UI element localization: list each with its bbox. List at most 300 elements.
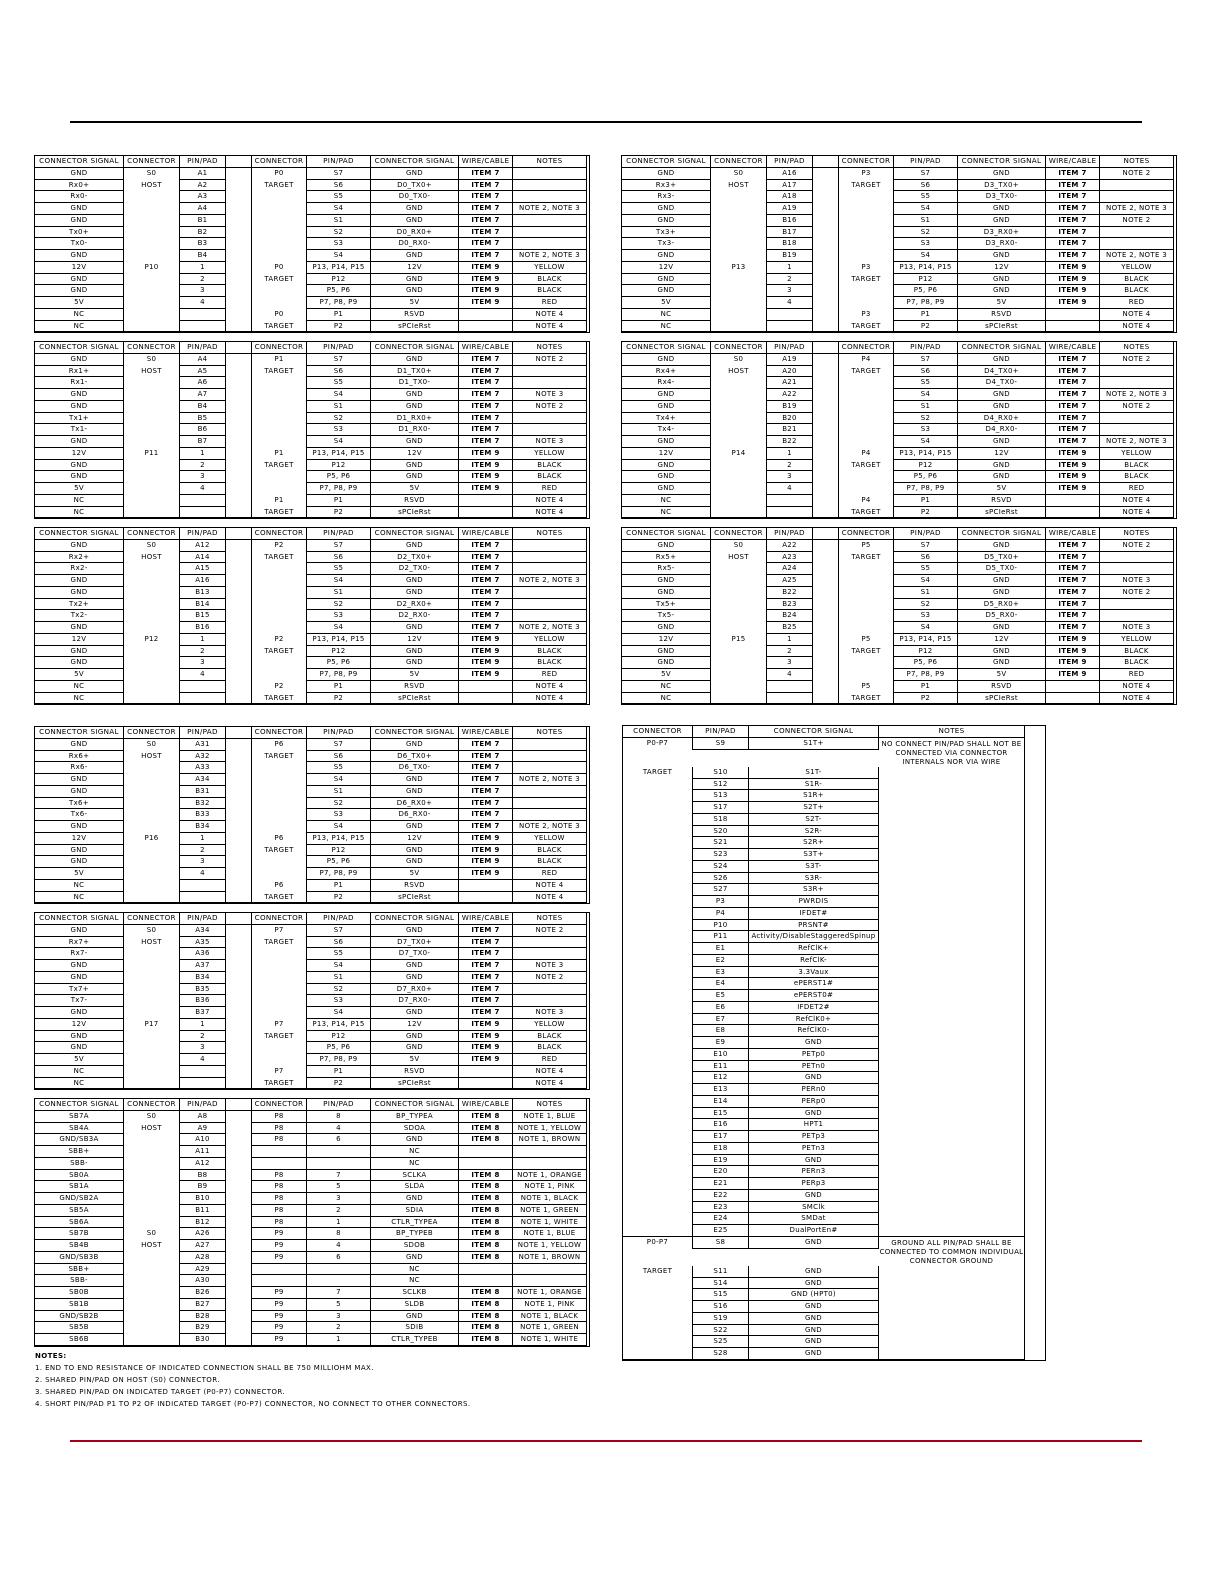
spacer-cell (813, 540, 839, 552)
pin-cell: S14 (693, 1278, 749, 1290)
target-pin-cell: 6 (307, 1252, 371, 1264)
wire-cell: ITEM 7 (459, 401, 513, 413)
connector-cell (623, 1289, 693, 1301)
header-cell: WIRE/CABLE (1046, 342, 1100, 354)
notes-cell (1100, 238, 1174, 250)
connector-cell: S0 (124, 1111, 180, 1123)
target-pin-cell: P2 (307, 507, 371, 519)
wire-cell: ITEM 7 (459, 925, 513, 937)
spacer-cell (813, 563, 839, 575)
target-pin-cell: S6 (307, 751, 371, 763)
target-pin-cell: S4 (894, 622, 958, 634)
connector-cell: P10 (124, 262, 180, 274)
signal-cell: GND (749, 1301, 879, 1313)
spacer-cell (226, 762, 252, 774)
target-connector-cell: TARGET (839, 507, 894, 519)
notes-cell (513, 1275, 587, 1287)
signal-cell: GND (35, 471, 124, 483)
target-signal-cell: sPCIeRst (371, 892, 459, 904)
pin-cell: E15 (693, 1108, 749, 1120)
target-signal-cell: GND (371, 250, 459, 262)
target-connector-cell (252, 984, 307, 996)
target-connector-cell (252, 1146, 307, 1158)
notes-cell (513, 191, 587, 203)
signal-cell: GND (35, 354, 124, 366)
pin-cell: S18 (693, 814, 749, 826)
spacer-cell (226, 1134, 252, 1146)
target-pin-cell: P12 (307, 646, 371, 658)
header-cell: PIN/PAD (307, 1099, 371, 1111)
pin-cell: 3 (767, 285, 813, 297)
target-pin-cell: P1 (894, 681, 958, 693)
target-connector-cell: P1 (252, 495, 307, 507)
target-connector-cell: TARGET (839, 693, 894, 705)
connector-cell (124, 203, 180, 215)
wire-cell: ITEM 7 (1046, 413, 1100, 425)
signal-cell: NC (622, 693, 711, 705)
wire-cell: ITEM 7 (459, 610, 513, 622)
wire-cell: ITEM 7 (1046, 424, 1100, 436)
pin-cell: B9 (180, 1181, 226, 1193)
spacer-cell (813, 448, 839, 460)
notes-cell (879, 861, 1025, 873)
connector-cell: S0 (124, 925, 180, 937)
signal-cell: HPT1 (749, 1119, 879, 1131)
target-signal-cell: BP_TYPEA (371, 1111, 459, 1123)
notes-cell: BLACK (1100, 657, 1174, 669)
connector-cell (124, 1299, 180, 1311)
notes-cell: NOTE 1, BLUE (513, 1111, 587, 1123)
notes-cell (513, 227, 587, 239)
signal-cell: GND/SB2A (35, 1193, 124, 1205)
pin-cell: B10 (180, 1193, 226, 1205)
wire-cell: ITEM 7 (459, 821, 513, 833)
signal-cell: GND (35, 774, 124, 786)
target-connector-cell (252, 1042, 307, 1054)
wire-cell: ITEM 9 (1046, 669, 1100, 681)
connector-cell (124, 1193, 180, 1205)
notes-cell (513, 948, 587, 960)
target-signal-cell: sPCIeRst (371, 321, 459, 333)
notes-cell (1100, 180, 1174, 192)
spacer-cell (813, 250, 839, 262)
signal-cell: SB4B (35, 1240, 124, 1252)
connector-cell: S0 (711, 540, 767, 552)
notes-cell: NOTE 3 (1100, 575, 1174, 587)
pin-cell: A33 (180, 762, 226, 774)
notes-cell: RED (1100, 669, 1174, 681)
pin-cell: A9 (180, 1123, 226, 1135)
connector-cell (124, 1311, 180, 1323)
connector-cell: S0 (124, 540, 180, 552)
wire-cell: ITEM 9 (1046, 285, 1100, 297)
connector-cell (124, 238, 180, 250)
wire-cell: ITEM 9 (1046, 646, 1100, 658)
notes-cell (879, 920, 1025, 932)
notes-cell (513, 610, 587, 622)
connector-cell (623, 814, 693, 826)
target-connector-cell (252, 599, 307, 611)
connector-cell (124, 587, 180, 599)
target-pin-cell: S3 (894, 238, 958, 250)
notes-cell: NOTE 4 (1100, 507, 1174, 519)
connector-cell (623, 1190, 693, 1202)
pin-cell: B8 (180, 1170, 226, 1182)
notes-cell (879, 814, 1025, 826)
signal-cell: SB1A (35, 1181, 124, 1193)
signal-cell: 5V (35, 669, 124, 681)
wire-cell: ITEM 7 (1046, 622, 1100, 634)
connector-cell (711, 238, 767, 250)
connector-cell: S0 (124, 1228, 180, 1240)
pin-cell: A21 (767, 377, 813, 389)
connector-cell (711, 250, 767, 262)
signal-cell: GND (622, 354, 711, 366)
notes-cell: BLACK (513, 1042, 587, 1054)
target-pin-cell: P1 (307, 495, 371, 507)
target-pin-cell: P13, P14, P15 (307, 833, 371, 845)
target-connector-cell (839, 622, 894, 634)
pin-cell (180, 892, 226, 904)
target-signal-cell: D1_TX0- (371, 377, 459, 389)
notes-cell: NOTE 2 (1100, 587, 1174, 599)
connector-cell (623, 943, 693, 955)
target-connector-cell: P0 (252, 309, 307, 321)
target-pin-cell: S2 (307, 984, 371, 996)
pin-cell: 4 (180, 483, 226, 495)
target-connector-cell (252, 575, 307, 587)
target-pin-cell: S4 (307, 821, 371, 833)
target-connector-cell (839, 389, 894, 401)
target-pin-cell (307, 1264, 371, 1276)
notes-cell (513, 552, 587, 564)
pin-cell: E17 (693, 1131, 749, 1143)
target-pin-cell: S3 (307, 995, 371, 1007)
wire-cell: ITEM 9 (459, 1054, 513, 1066)
target-pin-cell: S1 (894, 215, 958, 227)
header-spacer (226, 913, 252, 925)
notes-cell (879, 1313, 1025, 1325)
pin-cell: B26 (180, 1287, 226, 1299)
target-connector-cell (839, 483, 894, 495)
target-signal-cell: GND (371, 471, 459, 483)
wire-cell: ITEM 7 (1046, 389, 1100, 401)
target-signal-cell: SDOB (371, 1240, 459, 1252)
signal-cell: Rx4- (622, 377, 711, 389)
spacer-cell (813, 681, 839, 693)
target-signal-cell: NC (371, 1264, 459, 1276)
notes-cell: NOTE 1, GREEN (513, 1205, 587, 1217)
target-signal-cell: GND (958, 540, 1046, 552)
signal-cell: GND (35, 460, 124, 472)
spacer-cell (226, 1146, 252, 1158)
target-connector-cell (252, 563, 307, 575)
target-signal-cell: D1_TX0+ (371, 366, 459, 378)
header-cell: PIN/PAD (894, 342, 958, 354)
connector-cell (623, 802, 693, 814)
spacer-cell (226, 377, 252, 389)
signal-cell: GND (35, 856, 124, 868)
connector-cell (124, 786, 180, 798)
connector-cell (124, 274, 180, 286)
target-connector-cell: TARGET (252, 366, 307, 378)
connector-cell (623, 1313, 693, 1325)
target-connector-cell (839, 215, 894, 227)
target-connector-cell (839, 610, 894, 622)
pin-cell: P4 (693, 908, 749, 920)
target-connector-cell (839, 436, 894, 448)
spacer-cell (226, 948, 252, 960)
notes-cell: RED (513, 483, 587, 495)
notes-cell: NOTE 3 (513, 960, 587, 972)
target-connector-cell (839, 250, 894, 262)
connector-cell (711, 646, 767, 658)
signal-cell: S2R+ (749, 837, 879, 849)
connector-cell (124, 215, 180, 227)
header-cell: CONNECTOR SIGNAL (371, 528, 459, 540)
wire-cell: ITEM 9 (459, 274, 513, 286)
notes-cell: RED (513, 1054, 587, 1066)
target-connector-cell: TARGET (252, 1078, 307, 1090)
notes-cell: NOTE 4 (1100, 321, 1174, 333)
notes-cell (1100, 366, 1174, 378)
target-pin-cell: S6 (894, 552, 958, 564)
wire-cell: ITEM 7 (1046, 180, 1100, 192)
target-connector-cell: TARGET (252, 845, 307, 857)
wire-cell: ITEM 7 (459, 937, 513, 949)
connector-cell (711, 285, 767, 297)
signal-cell: NC (35, 880, 124, 892)
spacer-cell (226, 471, 252, 483)
pin-cell: B3 (180, 238, 226, 250)
target-connector-cell: P4 (839, 354, 894, 366)
target-pin-cell: P7, P8, P9 (894, 483, 958, 495)
spacer-cell (226, 1322, 252, 1334)
signal-cell: SBB- (35, 1158, 124, 1170)
target-pin-cell: P12 (894, 646, 958, 658)
target-pin-cell: S4 (307, 622, 371, 634)
connector-cell (124, 285, 180, 297)
connector-cell: P13 (711, 262, 767, 274)
target-pin-cell: S1 (307, 972, 371, 984)
notes-cell (879, 1084, 1025, 1096)
notes-cell (879, 1061, 1025, 1073)
notes-cell (879, 1336, 1025, 1348)
wire-cell: ITEM 7 (459, 739, 513, 751)
connector-cell (623, 908, 693, 920)
connector-cell (623, 1049, 693, 1061)
header-cell: PIN/PAD (180, 913, 226, 925)
target-signal-cell: NC (371, 1158, 459, 1170)
target-signal-cell: SCLKB (371, 1287, 459, 1299)
target-connector-cell (839, 227, 894, 239)
target-pin-cell: S2 (307, 798, 371, 810)
signal-cell: NC (35, 892, 124, 904)
note-item: 1. END TO END RESISTANCE OF INDICATED CONNECTION SHALL BE 750 MILLIOHM MAX. (35, 1364, 374, 1372)
target-pin-cell: S5 (894, 191, 958, 203)
signal-cell: SBB+ (35, 1146, 124, 1158)
signal-cell: PETp0 (749, 1049, 879, 1061)
target-signal-cell: GND (958, 401, 1046, 413)
pin-cell: B35 (180, 984, 226, 996)
target-signal-cell: GND (958, 436, 1046, 448)
signal-cell: Tx1+ (35, 413, 124, 425)
connector-cell (124, 460, 180, 472)
connector-cell: HOST (124, 180, 180, 192)
wire-cell: ITEM 9 (459, 669, 513, 681)
target-connector-cell (839, 238, 894, 250)
notes-cell: NOTE 2 (513, 925, 587, 937)
pin-cell: A5 (180, 366, 226, 378)
pin-cell: E8 (693, 1025, 749, 1037)
target-connector-cell: P0 (252, 168, 307, 180)
target-pin-cell: S4 (894, 203, 958, 215)
signal-cell: GND (35, 960, 124, 972)
signal-cell: SBB+ (35, 1264, 124, 1276)
target-signal-cell: RSVD (958, 681, 1046, 693)
header-cell: CONNECTOR SIGNAL (958, 342, 1046, 354)
connector-cell (124, 646, 180, 658)
signal-cell: Tx6+ (35, 798, 124, 810)
notes-cell: YELLOW (513, 448, 587, 460)
signal-cell: GND (35, 587, 124, 599)
wire-cell (459, 1275, 513, 1287)
signal-cell: 5V (35, 868, 124, 880)
target-signal-cell: 5V (371, 1054, 459, 1066)
header-cell: CONNECTOR (839, 342, 894, 354)
target-signal-cell: GND (371, 203, 459, 215)
wire-cell: ITEM 7 (1046, 540, 1100, 552)
connector-cell: HOST (124, 366, 180, 378)
pin-cell: E2 (693, 955, 749, 967)
connector-cell (124, 227, 180, 239)
target-pin-cell: S3 (307, 238, 371, 250)
header-cell: CONNECTOR SIGNAL (371, 1099, 459, 1111)
wire-cell: ITEM 7 (459, 389, 513, 401)
target-pin-cell: S5 (307, 377, 371, 389)
pin-cell: S20 (693, 826, 749, 838)
wire-cell: ITEM 9 (459, 297, 513, 309)
spacer-cell (226, 321, 252, 333)
wire-cell (1046, 321, 1100, 333)
signal-cell: GND (35, 215, 124, 227)
signal-cell: SMDat (749, 1213, 879, 1225)
notes-cell: RED (1100, 297, 1174, 309)
target-signal-cell: 12V (958, 634, 1046, 646)
target-connector-cell (252, 960, 307, 972)
target-pin-cell: S3 (307, 424, 371, 436)
header-cell: CONNECTOR (711, 156, 767, 168)
pin-cell: A19 (767, 203, 813, 215)
target-connector-cell (839, 669, 894, 681)
pin-cell: E7 (693, 1014, 749, 1026)
spacer-cell (226, 460, 252, 472)
target-signal-cell: 12V (958, 262, 1046, 274)
notes-cell: NOTE 3 (1100, 622, 1174, 634)
pin-cell: S19 (693, 1313, 749, 1325)
pin-cell: A24 (767, 563, 813, 575)
spacer-cell (226, 634, 252, 646)
target-pin-cell: 2 (307, 1322, 371, 1334)
target-pin-cell: 7 (307, 1170, 371, 1182)
signal-cell: Rx7+ (35, 937, 124, 949)
notes-cell: NOTE 1, WHITE (513, 1334, 587, 1346)
notes-cell (879, 1072, 1025, 1084)
target-connector-cell: P2 (252, 634, 307, 646)
pin-cell: 1 (180, 1019, 226, 1031)
signal-cell: Rx5+ (622, 552, 711, 564)
target-pin-cell: 5 (307, 1181, 371, 1193)
notes-cell: NOTE 2, NOTE 3 (513, 821, 587, 833)
notes-cell: NOTE 2, NOTE 3 (1100, 250, 1174, 262)
target-pin-cell: S2 (307, 413, 371, 425)
target-pin-cell: S4 (894, 436, 958, 448)
signal-cell: 12V (622, 262, 711, 274)
connector-cell (711, 483, 767, 495)
pin-cell: B17 (767, 227, 813, 239)
header-cell: CONNECTOR SIGNAL (622, 342, 711, 354)
target-pin-cell: 1 (307, 1217, 371, 1229)
notes-cell: BLACK (1100, 274, 1174, 286)
pin-cell: B18 (767, 238, 813, 250)
target-pin-cell: S5 (307, 762, 371, 774)
target-pin-cell: P7, P8, P9 (307, 483, 371, 495)
signal-cell: GND (622, 587, 711, 599)
spacer-cell (226, 1193, 252, 1205)
wire-cell: ITEM 7 (459, 575, 513, 587)
wire-cell: ITEM 7 (459, 599, 513, 611)
target-pin-cell: S5 (894, 377, 958, 389)
notes-cell (879, 1190, 1025, 1202)
target-signal-cell: GND (371, 786, 459, 798)
target-connector-cell (252, 413, 307, 425)
wire-cell: ITEM 7 (459, 366, 513, 378)
connector-cell (623, 1348, 693, 1360)
connector-cell (124, 880, 180, 892)
header-cell: CONNECTOR (711, 342, 767, 354)
pin-cell: A14 (180, 552, 226, 564)
connector-cell (623, 1202, 693, 1214)
target-connector-cell: P1 (252, 448, 307, 460)
wire-cell: ITEM 7 (459, 809, 513, 821)
notes-cell (879, 1014, 1025, 1026)
signal-cell: GND (35, 786, 124, 798)
target-pin-cell: P13, P14, P15 (894, 634, 958, 646)
notes-cell: NOTE 2, NOTE 3 (513, 575, 587, 587)
notes-cell (1100, 377, 1174, 389)
signal-cell: Rx5- (622, 563, 711, 575)
signal-cell: GND (35, 250, 124, 262)
signal-cell: Tx6- (35, 809, 124, 821)
notes-cell (879, 826, 1025, 838)
signal-cell: GND (622, 483, 711, 495)
target-pin-cell: S6 (894, 180, 958, 192)
spacer-cell (813, 215, 839, 227)
connector-cell (124, 693, 180, 705)
notes-cell (879, 1266, 1025, 1278)
target-pin-cell: P7, P8, P9 (307, 297, 371, 309)
target-connector-cell: P9 (252, 1252, 307, 1264)
target-pin-cell: 4 (307, 1123, 371, 1135)
signal-cell: GND (622, 575, 711, 587)
target-pin-cell: P2 (307, 892, 371, 904)
wire-cell: ITEM 7 (459, 972, 513, 984)
target-pin-cell: S6 (307, 552, 371, 564)
notes-cell: GROUND ALL PIN/PAD SHALL BE CONNECTED TO COMMON INDIVIDUAL CONNECTOR GROUND (879, 1238, 1024, 1265)
pin-cell (767, 693, 813, 705)
notes-cell (513, 215, 587, 227)
target-pin-cell: P12 (894, 274, 958, 286)
